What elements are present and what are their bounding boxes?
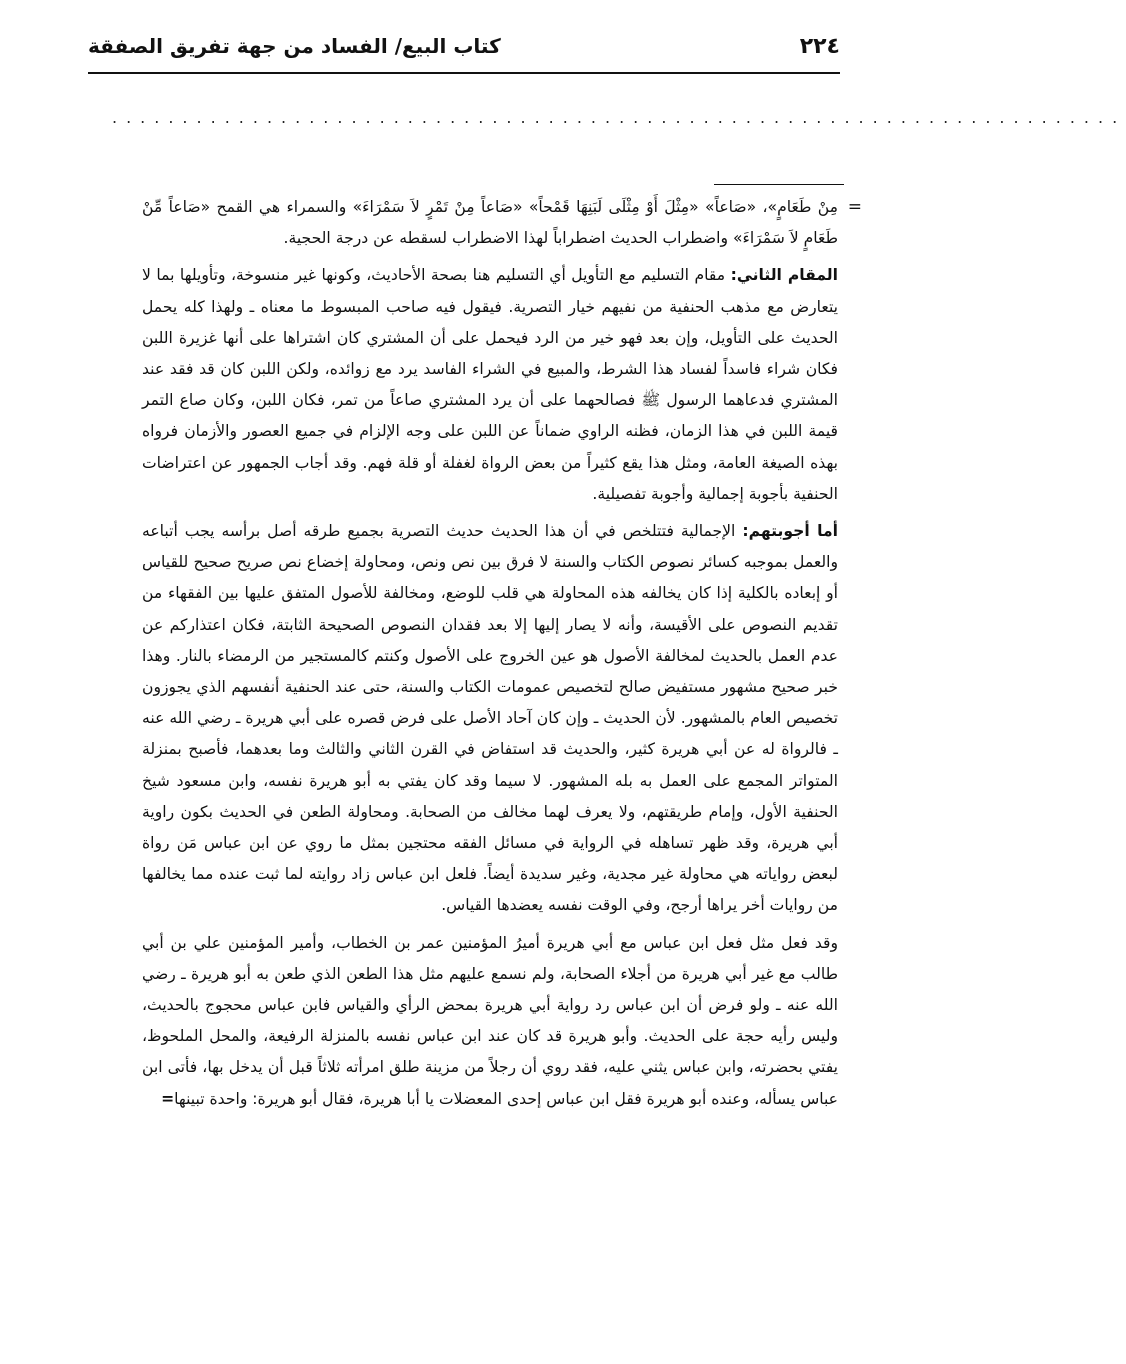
paragraph-text: وقد فعل مثل فعل ابن عباس مع أبي هريرة أميرُ المؤمنين عمر بن الخطاب، وأمير المؤمنين علي بن أبي طالب مع غير أبي هريرة من أجلاء الصحابة، ولم نسمع عليهم مثل هذا الطعن الذي طعن به أبو هريرة ـ رضي الله عنه ـ ولو فرض أن ابن عباس رد رواية أبي هريرة بمحض الرأي والقياس فابن عباس محجوج بالحديث، وليس رأيه حجة على الحديث. وأبو هريرة قد كان عند ابن عباس نفسه بالمنزلة الرفيعة، والمحل الملحوظ، يفتي بحضرته، وابن عباس يثني عليه، فقد روي أن رجلاً من مزينة طلق امرأته ثلاثاً قبل أن يدخل بها، فأتى ابن عباس يسأله، وعنده أبو هريرة فقل ابن عباس إحدى المعضلات يا أبا هريرة، فقال أبو هريرة: واحدة تبينها [142,933,838,1108]
paragraph [142,516,838,922]
paragraph [142,928,838,1115]
footnote-paragraph [142,192,862,254]
paragraph-text: مقام التسليم مع التأويل أي التسليم هنا بصحة الأحاديث، وكونها غير منسوخة، وتأويلها بما لا يتعارض مع مذهب الحنفية من نفيهم خيار التصرية. فيقول فيه صاحب المبسوط ما معناه ـ ولهذا كله يحمل الحديث على التأويل، وإن بعد فهو خير من الرد فيحمل على أن المشتري كان اشتراها على أنها غزيرة اللبن فكان شراء فاسداً لفساد هذا الشرط، والمبيع في الشراء الفاسد يرد مع زوائده، ولكن اللبن كان قد فقد عند المشتري فدعاهما الرسول ﷺ فصالحهما على أن يرد المشتري صاعاً من تمر، فكان اللبن، وكان صاع التمر قيمة اللبن في هذا الزمان، فظنه الراوي ضماناً عن اللبن على وجه الإلزام في جميع العصور والأزمان فرواه بهذه الصيغة العامة، ومثل هذا يقع كثيراً من بعض الرواة لغفلة أو قلة فهم. وقد أجاب الجمهور عن اعتراضات الحنفية بأجوبة إجمالية وأجوبة تفصيلية. [142,266,838,503]
page-number: ٢٢٤ [799,34,840,59]
continuation-mark: = [847,197,862,217]
continuation-mark-end: = [161,1089,175,1108]
running-title: كتاب البيع/ الفساد من جهة تفريق الصفقة [88,34,501,58]
page-body [142,192,862,1121]
dotted-separator: ........................................................................ [112,108,1126,127]
footnote-text: مِنْ طَعَامٍ»، «صَاعاً» «مِثْلَ أَوْ مِثْلَى لَبَنِهَا قَمْحاً» «صَاعاً مِنْ تَمْرٍ لاَ سَمْرَاءَ» والسمراء هي القمح «صَاعاً مِّنْ طَعَامٍ لاَ سَمْرَاءَ» واضطراب الحديث اضطراباً لهذا الاضطراب لسقطه عن درجة الحجية. [142,198,838,248]
paragraph [142,260,838,510]
paragraph-text: الإجمالية فتتلخص في أن هذا الحديث حديث التصرية بجميع طرقه أصل برأسه يجب أتباعه والعمل بموجبه كسائر نصوص الكتاب والسنة لا فرق بين نص ونص، ومحاولة إخضاع نص صريح صحيح للقياس أو إبعاده بالكلية إذا كان يخالفه هذه المحاولة هي قلب للوضع، ومخالفة للأصول المتفق عليها بين الفقهاء من تقديم النصوص على الأقيسة، وأنه لا يصار إليها إلا بعد فقدان النصوص الصحيحة الثابتة، فكان اعتذاركم عن عدم العمل بالحديث لمخالفة الأصول هو عين الخروج على الأصول وكنتم كالمستجير من الرمضاء بالنار. وهذا خبر صحيح مشهور مستفيض صالح لتخصيص عمومات الكتاب والسنة، حتى عند الحنفية أنفسهم الذي يجوزون تخصيص العام بالمشهور. لأن الحديث ـ وإن كان آحاد الأصل على فرض قصره على أبي هريرة ـ رضي الله عنه ـ فالرواة له عن أبي هريرة كثير، والحديث قد استفاض في القرن الثاني والثالث وما بعدهما، فأصبح بمنزلة المتواتر المجمع على العمل به بله المشهور. لا سيما وقد كان يفتي به أبو هريرة نفسه، وابن مسعود شيخ الحنفية الأول، وإمام طريقتهم، ولا يعرف لهما مخالف من الصحابة. ومحاولة الطعن في الحديث بكون راوية أبي هريرة، وقد ظهر تساهله في الرواية في مسائل الفقه محتجين بمثل ما روي عن ابن عباس مَن رواة لبعض رواياته هي محاولة غير مجدية، وغير سديدة أيضاً. فلعل ابن عباس زاد روايته لما ثبت عنده مما يخالفها من روايات أخر يراها أرجح، وفي الوقت نفسه يعضدها القياس. [142,522,838,915]
footnote-rule [714,184,844,185]
paragraph-lead: المقام الثاني: [730,266,839,285]
paragraph-lead: أما أجوبتهم: [742,522,839,541]
page-header [88,28,840,74]
